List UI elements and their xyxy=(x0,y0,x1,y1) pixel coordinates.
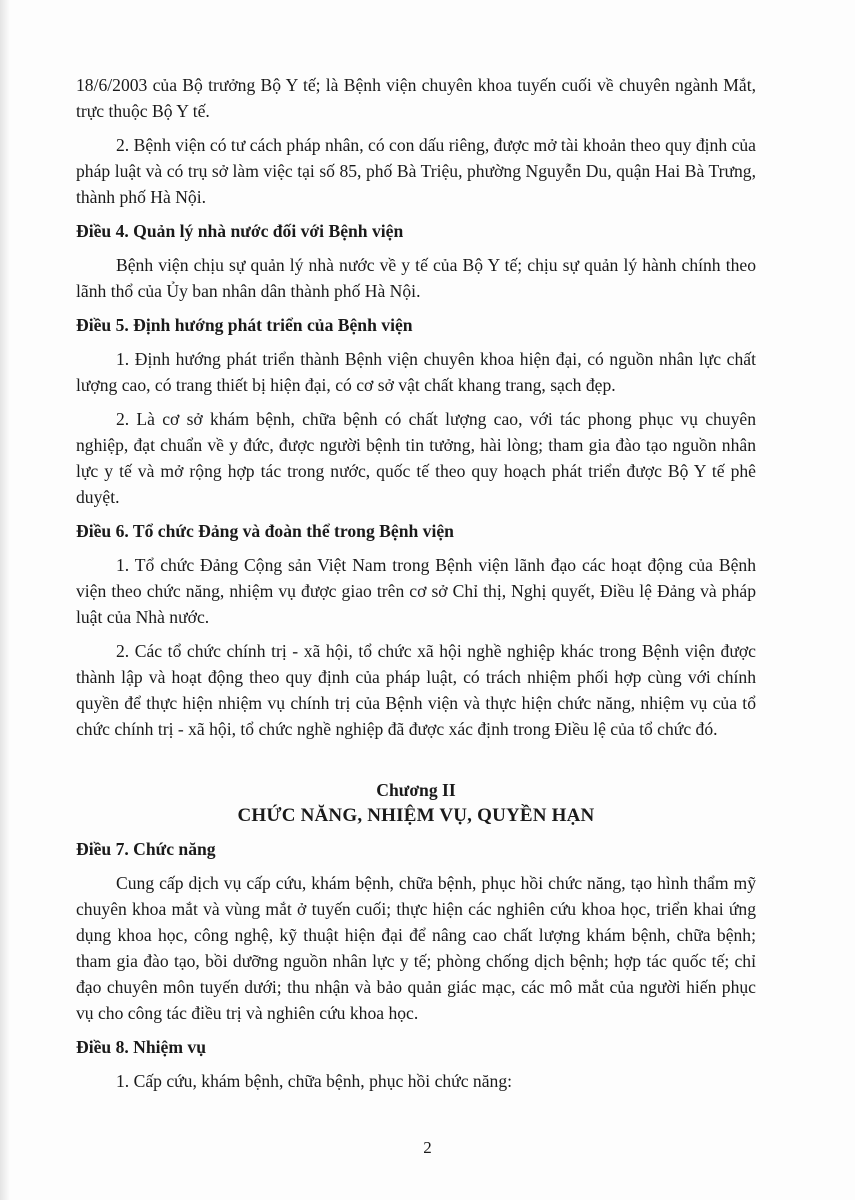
scan-edge-shadow xyxy=(0,0,10,1200)
article-7-heading: Điều 7. Chức năng xyxy=(76,839,216,859)
article-5-heading: Điều 5. Định hướng phát triển của Bệnh viện xyxy=(76,315,413,335)
article-7-paragraph-1: Cung cấp dịch vụ cấp cứu, khám bệnh, chữa bệnh, phục hồi chức năng, tạo hình thẩm mỹ chuyên khoa mắt và vùng mắt ở tuyến cuối; thực hiện các nghiên cứu khoa học, triển khai ứng dụng khoa học, công nghệ, kỹ thuật hiện đại để nâng cao chất lượng khám bệnh, chữa bệnh; tham gia đào tạo, bồi dưỡng nguồn nhân lực y tế; phòng chống dịch bệnh; hợp tác quốc tế; chỉ đạo chuyên môn tuyến dưới; thu nhận và bảo quản giác mạc, các mô mắt của người hiến phục vụ cho công tác điều trị và nghiên cứu khoa học. xyxy=(76,873,756,1023)
article-4-paragraph-1: Bệnh viện chịu sự quản lý nhà nước về y tế của Bộ Y tế; chịu sự quản lý hành chính theo lãnh thổ của Ủy ban nhân dân thành phố Hà Nội. xyxy=(76,255,756,301)
article-6-heading: Điều 6. Tổ chức Đảng và đoàn thể trong Bệnh viện xyxy=(76,521,454,541)
article-8-paragraph-1: 1. Cấp cứu, khám bệnh, chữa bệnh, phục hồi chức năng: xyxy=(116,1071,513,1091)
chapter-heading xyxy=(76,778,756,830)
article-8-heading: Điều 8. Nhiệm vụ xyxy=(76,1037,207,1057)
paragraph-legal-entity: 2. Bệnh viện có tư cách pháp nhân, có con dấu riêng, được mở tài khoản theo quy định của pháp luật và có trụ sở làm việc tại số 85, phố Bà Triệu, phường Nguyễn Du, quận Hai Bà Trưng, thành phố Hà Nội. xyxy=(76,135,756,207)
article-6-paragraph-1: 1. Tổ chức Đảng Cộng sản Việt Nam trong Bệnh viện lãnh đạo các hoạt động của Bệnh viện theo chức năng, nhiệm vụ được giao trên cơ sở Chỉ thị, Nghị quyết, Điều lệ Đảng và pháp luật của Nhà nước. xyxy=(76,555,756,627)
paragraph-continuation: 18/6/2003 của Bộ trưởng Bộ Y tế; là Bệnh viện chuyên khoa tuyến cuối về chuyên ngành Mắt, trực thuộc Bộ Y tế. xyxy=(76,75,756,121)
article-5-paragraph-1: 1. Định hướng phát triển thành Bệnh viện chuyên khoa hiện đại, có nguồn nhân lực chất lượng cao, có trang thiết bị hiện đại, có cơ sở vật chất khang trang, sạch đẹp. xyxy=(76,349,756,395)
article-5-paragraph-2: 2. Là cơ sở khám bệnh, chữa bệnh có chất lượng cao, với tác phong phục vụ chuyên nghiệp, đạt chuẩn về y đức, được người bệnh tin tưởng, hài lòng; tham gia đào tạo nguồn nhân lực y tế và mở rộng hợp tác trong nước, quốc tế theo quy hoạch phát triển được Bộ Y tế phê duyệt. xyxy=(76,409,756,507)
chapter-number: Chương II xyxy=(376,780,456,800)
page-number: 2 xyxy=(423,1138,432,1157)
document-body xyxy=(76,72,756,1102)
article-6-paragraph-2: 2. Các tổ chức chính trị - xã hội, tổ chức xã hội nghề nghiệp khác trong Bệnh viện được thành lập và hoạt động theo quy định của pháp luật, có trách nhiệm phối hợp cùng với chính quyền để thực hiện nhiệm vụ chính trị của Bệnh viện và thực hiện chức năng, nhiệm vụ của tổ chức chính trị - xã hội, tổ chức nghề nghiệp đã được xác định trong Điều lệ của tổ chức đó. xyxy=(76,641,756,739)
chapter-title: CHỨC NĂNG, NHIỆM VỤ, QUYỀN HẠN xyxy=(237,805,595,826)
article-4-heading: Điều 4. Quản lý nhà nước đối với Bệnh viện xyxy=(76,221,404,241)
